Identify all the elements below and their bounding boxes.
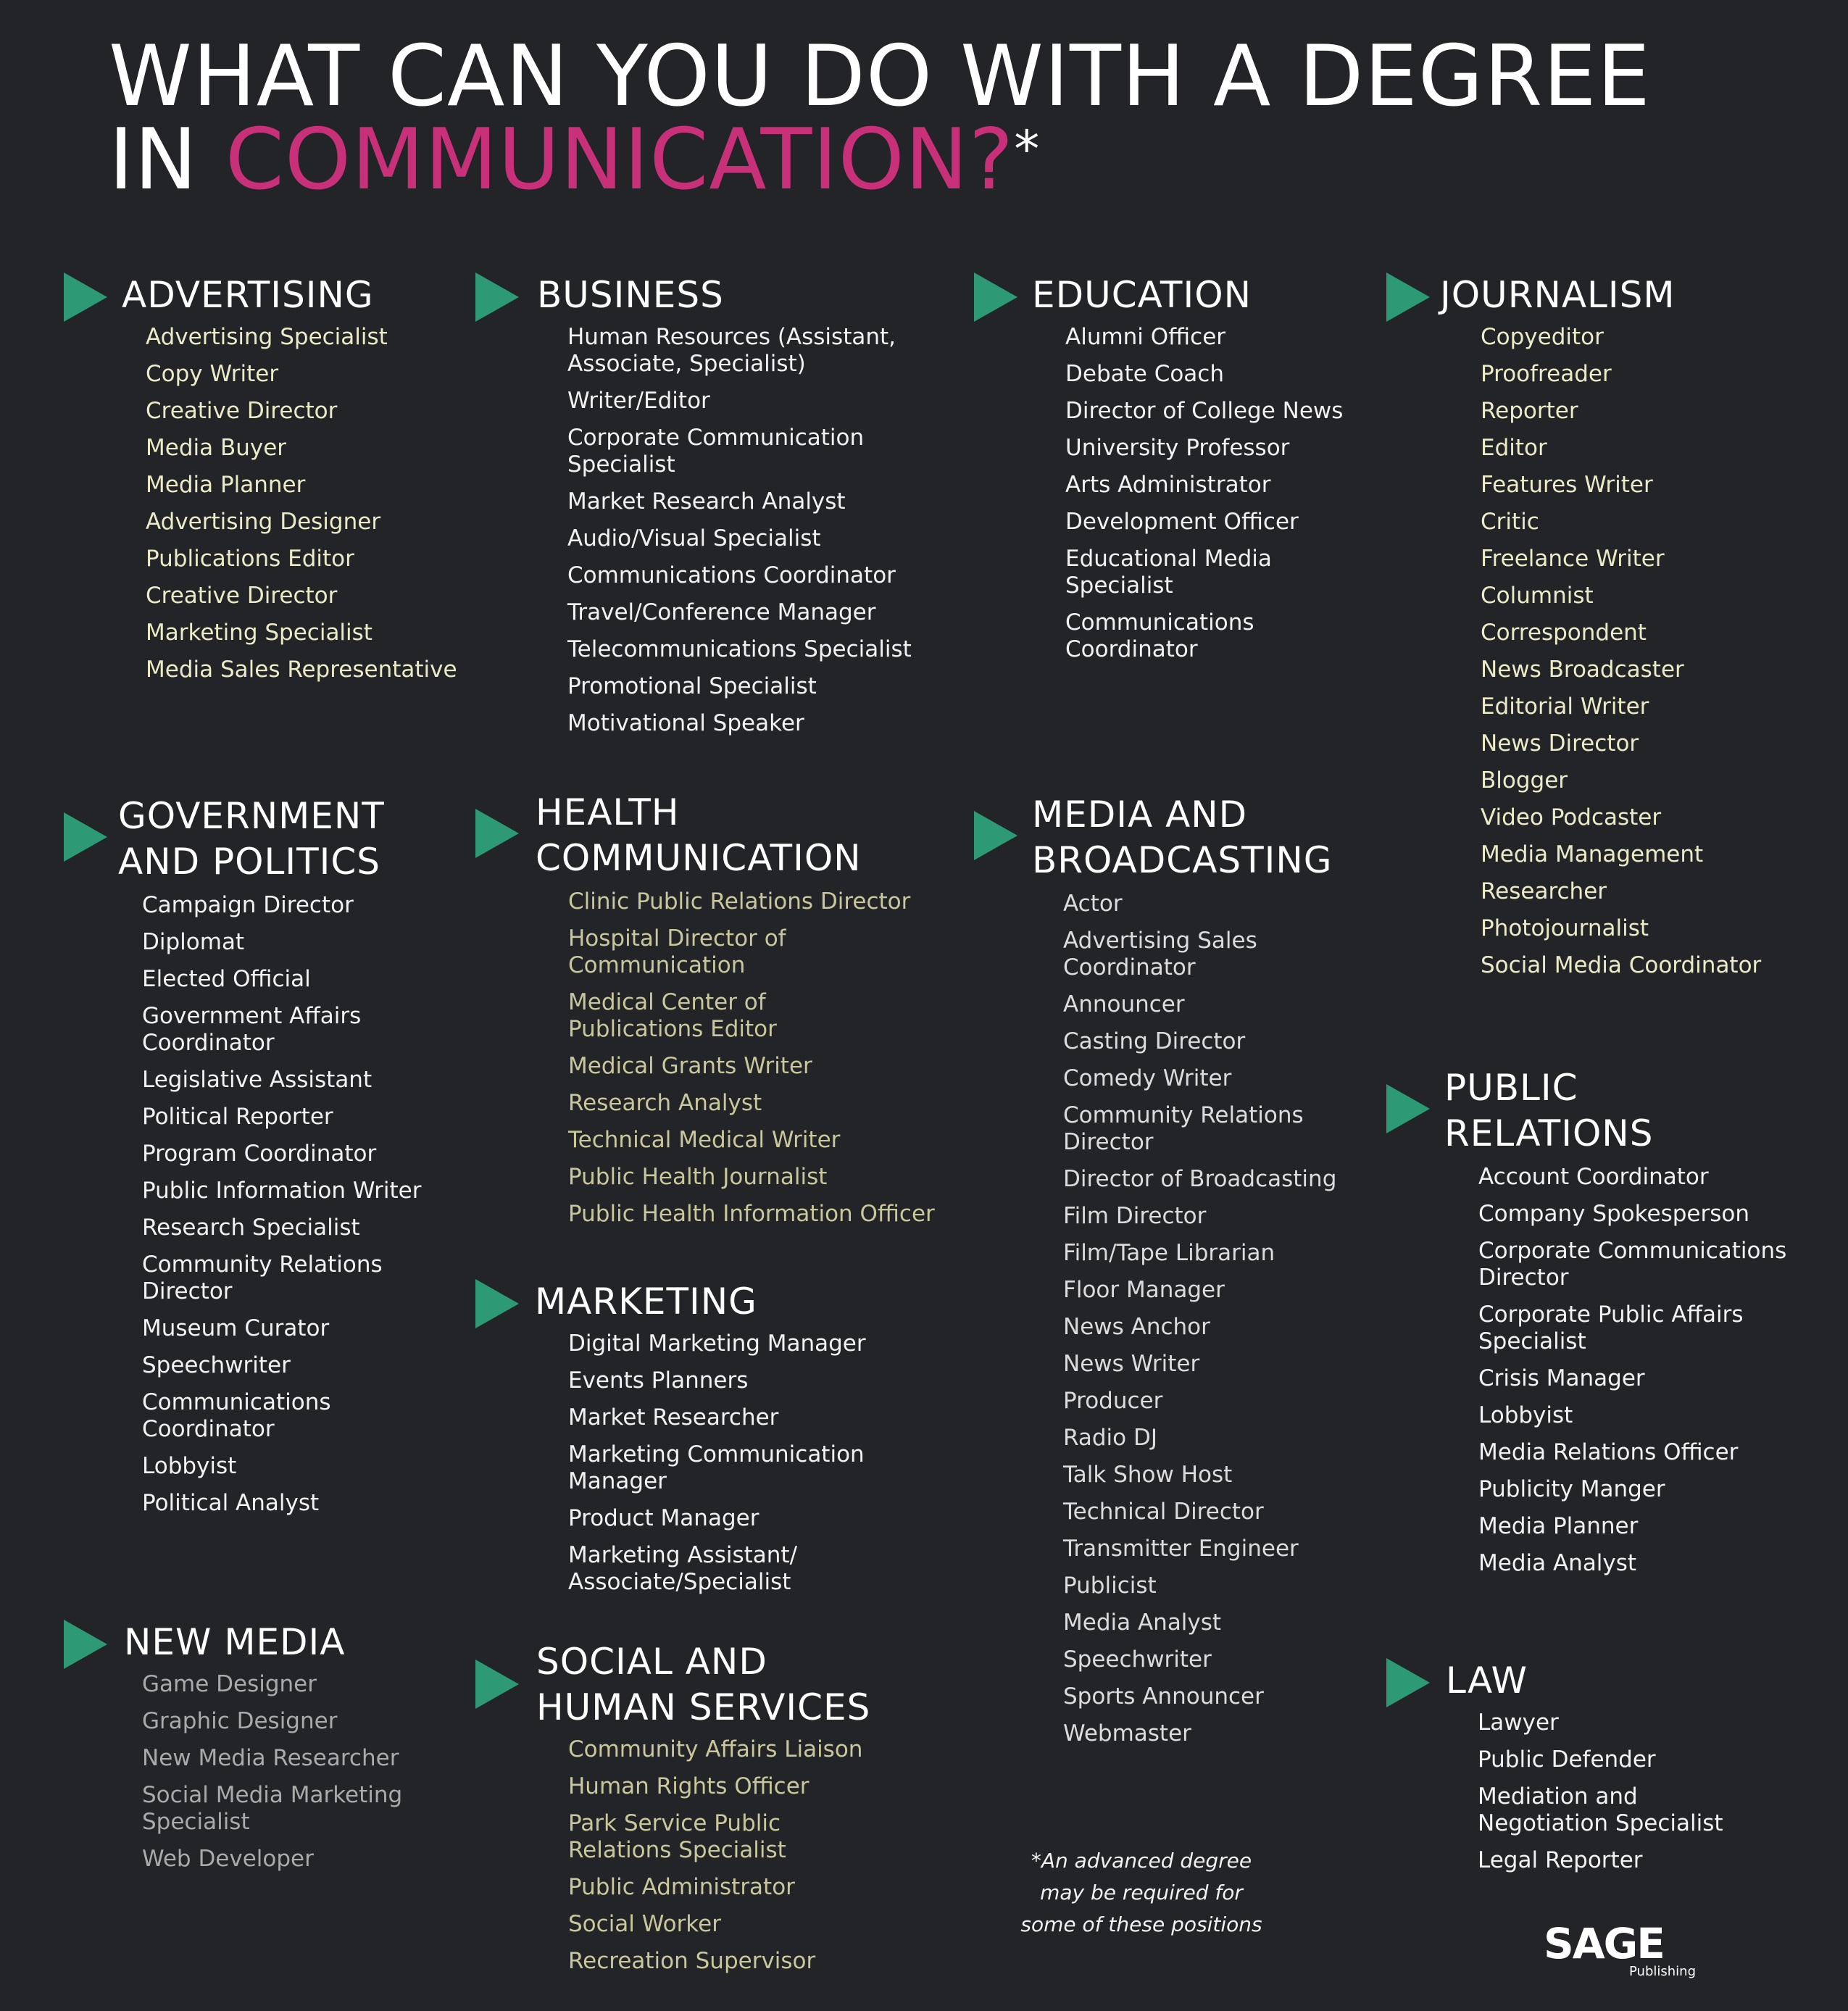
logo-subtitle: Publishing [1629, 1964, 1696, 1979]
job-title-item: Proofreader [1481, 361, 1612, 387]
job-title-item: Lobbyist [1478, 1402, 1573, 1428]
job-title-item: Arts Administrator [1065, 472, 1271, 498]
page-title [109, 28, 1651, 209]
section-education [974, 272, 1343, 673]
job-title-item: Public Information Writer [142, 1178, 422, 1204]
job-title-item: Actor [1063, 891, 1123, 917]
job-title-item: Development Officer [1065, 509, 1299, 535]
job-title-item: Museum Curator [142, 1315, 330, 1341]
job-title-item: Public Administrator [568, 1874, 795, 1900]
job-title-item: Public Health Journalist [568, 1164, 828, 1190]
job-title-item: Digital Marketing Manager [568, 1331, 866, 1357]
job-title-item: Political Analyst [142, 1490, 320, 1516]
job-title-item: Telecommunications Specialist [567, 636, 912, 662]
job-title-item: Mediation and Negotiation Specialist [1478, 1783, 1723, 1836]
job-title-item: Marketing Communication Manager [568, 1441, 865, 1494]
sage-logo [1544, 1920, 1703, 1986]
job-title-item: Community Affairs Liaison [568, 1736, 863, 1762]
job-title-item: Corporate Communication Specialist [567, 425, 865, 478]
section-journalism [1386, 272, 1761, 989]
job-list [1386, 1710, 1723, 1874]
job-title-item: Program Coordinator [142, 1141, 377, 1167]
job-title-item: Copy Writer [146, 361, 279, 387]
job-list [475, 1736, 870, 1975]
job-title-item: Media Buyer [146, 435, 287, 461]
job-title-item: Columnist [1481, 583, 1594, 609]
job-title-item: Freelance Writer [1481, 546, 1665, 572]
job-title-item: Features Writer [1481, 472, 1653, 498]
section-heading: HEALTH COMMUNICATION [536, 791, 862, 879]
triangle-bullet-icon [64, 812, 107, 862]
job-title-item: Advertising Designer [146, 509, 381, 535]
triangle-bullet-icon [1386, 1084, 1430, 1133]
title-line-1: WHAT CAN YOU DO WITH A DEGREE [109, 28, 1651, 125]
job-title-item: Creative Director [146, 398, 338, 424]
section-heading: ADVERTISING [122, 274, 374, 316]
job-title-item: Speechwriter [142, 1352, 291, 1378]
job-title-item: Research Analyst [568, 1090, 762, 1116]
job-title-item: New Media Researcher [142, 1745, 399, 1771]
job-title-item: Editor [1481, 435, 1547, 461]
job-title-item: Events Planners [568, 1367, 749, 1394]
job-title-item: Clinic Public Relations Director [568, 888, 911, 915]
footnote: *An advanced degree may be required for some of these positions [1020, 1849, 1262, 1936]
triangle-bullet-icon [475, 1279, 519, 1328]
job-title-item: Game Designer [142, 1671, 317, 1697]
job-list [64, 892, 422, 1517]
job-title-item: Corporate Communications Director [1478, 1238, 1787, 1291]
section-social-and-human-services [475, 1639, 870, 1985]
section-heading: MARKETING [535, 1281, 757, 1323]
job-title-item: Communications Coordinator [142, 1389, 331, 1442]
job-title-item: Campaign Director [142, 892, 354, 918]
triangle-bullet-icon [475, 809, 519, 858]
job-title-item: Government Affairs Coordinator [142, 1003, 362, 1056]
section-heading: LAW [1446, 1660, 1528, 1702]
job-title-item: Creative Director [146, 583, 338, 609]
title-asterisk: * [1014, 120, 1041, 179]
section-heading: MEDIA AND BROADCASTING [1032, 794, 1333, 881]
job-title-item: Audio/Visual Specialist [567, 525, 821, 551]
job-title-item: Graphic Designer [142, 1708, 338, 1734]
job-title-item: Educational Media Specialist [1065, 546, 1272, 599]
logo-wordmark: SAGE [1544, 1919, 1664, 1968]
job-title-item: Media Analyst [1063, 1610, 1222, 1636]
job-title-item: Publicity Manger [1478, 1476, 1665, 1502]
job-title-item: Comedy Writer [1063, 1065, 1232, 1091]
section-heading: PUBLIC RELATIONS [1444, 1067, 1654, 1154]
job-title-item: Webmaster [1063, 1720, 1191, 1746]
section-heading: GOVERNMENT AND POLITICS [118, 795, 385, 883]
section-new-media [64, 1620, 402, 1883]
job-title-item: Researcher [1481, 878, 1607, 904]
section-media-and-broadcasting [974, 792, 1336, 1757]
job-title-item: Research Specialist [142, 1215, 360, 1241]
job-title-item: Public Defender [1478, 1746, 1656, 1773]
job-title-item: Crisis Manager [1478, 1365, 1645, 1391]
job-title-item: Publicist [1063, 1573, 1157, 1599]
job-list [974, 324, 1343, 663]
job-title-item: Marketing Assistant/ Associate/Specialist [568, 1542, 798, 1595]
job-title-item: Technical Medical Writer [568, 1127, 841, 1153]
job-title-item: Copyeditor [1481, 324, 1604, 350]
job-title-item: Communications Coordinator [1065, 609, 1254, 662]
job-title-item: Sports Announcer [1063, 1683, 1264, 1710]
section-heading: JOURNALISM [1440, 274, 1676, 316]
job-title-item: Writer/Editor [567, 388, 710, 414]
job-title-item: Technical Director [1063, 1499, 1264, 1525]
job-title-item: News Director [1481, 730, 1639, 757]
job-title-item: Human Resources (Assistant, Associate, Specialist) [567, 324, 896, 377]
job-title-item: Director of Broadcasting [1063, 1166, 1337, 1192]
job-title-item: Account Coordinator [1478, 1164, 1709, 1190]
job-title-item: Corporate Public Affairs Specialist [1478, 1302, 1744, 1354]
triangle-bullet-icon [974, 811, 1017, 860]
job-title-item: Media Analyst [1478, 1550, 1637, 1576]
section-business [475, 272, 912, 747]
job-list [475, 1331, 866, 1596]
job-title-item: Motivational Speaker [567, 710, 804, 736]
job-title-item: Media Management [1481, 841, 1704, 867]
job-title-item: University Professor [1065, 435, 1290, 461]
job-list [475, 888, 935, 1228]
job-title-item: Social Worker [568, 1911, 721, 1937]
job-title-item: Public Health Information Officer [568, 1201, 935, 1227]
section-heading: SOCIAL AND HUMAN SERVICES [536, 1641, 871, 1728]
job-title-item: Promotional Specialist [567, 673, 817, 699]
job-title-item: Community Relations Director [142, 1252, 383, 1304]
job-title-item: Casting Director [1063, 1028, 1246, 1054]
section-advertising [64, 272, 457, 694]
job-title-item: Human Rights Officer [568, 1773, 809, 1799]
job-title-item: Floor Manager [1063, 1277, 1225, 1303]
title-line-2 [109, 111, 1651, 209]
job-title-item: Critic [1481, 509, 1539, 535]
job-title-item: Media Sales Representative [146, 657, 457, 683]
title-prefix: IN [109, 111, 225, 209]
job-title-item: Debate Coach [1065, 361, 1224, 387]
job-title-item: Market Research Analyst [567, 488, 846, 515]
job-title-item: Blogger [1481, 767, 1568, 794]
job-list [974, 891, 1336, 1747]
section-heading: BUSINESS [537, 274, 724, 316]
section-government-and-politics [64, 794, 422, 1527]
job-title-item: News Broadcaster [1481, 657, 1684, 683]
job-title-item: Diplomat [142, 929, 245, 955]
job-title-item: Speechwriter [1063, 1646, 1212, 1673]
job-title-item: Media Relations Officer [1478, 1439, 1739, 1465]
job-title-item: Medical Grants Writer [568, 1053, 812, 1079]
triangle-bullet-icon [974, 272, 1017, 322]
job-title-item: Political Reporter [142, 1104, 333, 1130]
job-title-item: Advertising Sales Coordinator [1063, 928, 1257, 980]
job-title-item: Radio DJ [1063, 1425, 1157, 1451]
triangle-bullet-icon [64, 1620, 107, 1669]
job-title-item: Film Director [1063, 1203, 1207, 1229]
job-list [1386, 324, 1761, 979]
job-title-item: Talk Show Host [1063, 1462, 1233, 1488]
triangle-bullet-icon [475, 272, 519, 322]
section-public-relations [1386, 1065, 1786, 1587]
job-title-item: Web Developer [142, 1846, 314, 1872]
job-title-item: Alumni Officer [1065, 324, 1226, 350]
job-title-item: Correspondent [1481, 620, 1647, 646]
job-title-item: Video Podcaster [1481, 804, 1662, 830]
job-title-item: Film/Tape Librarian [1063, 1240, 1275, 1266]
job-title-item: News Writer [1063, 1351, 1200, 1377]
triangle-bullet-icon [1386, 272, 1430, 322]
job-title-item: Photojournalist [1481, 915, 1649, 941]
job-title-item: Social Media Coordinator [1481, 952, 1762, 978]
section-law [1386, 1658, 1723, 1884]
job-title-item: Lobbyist [142, 1453, 237, 1479]
job-title-item: Travel/Conference Manager [567, 599, 876, 625]
job-title-item: Medical Center of Publications Editor [568, 989, 777, 1042]
section-heading: EDUCATION [1032, 274, 1252, 316]
job-title-item: News Anchor [1063, 1314, 1210, 1340]
job-title-item: Reporter [1481, 398, 1578, 424]
triangle-bullet-icon [1386, 1658, 1430, 1707]
job-title-item: Producer [1063, 1388, 1163, 1414]
job-title-item: Product Manager [568, 1505, 759, 1531]
section-heading: NEW MEDIA [124, 1621, 346, 1663]
job-title-item: Editorial Writer [1481, 694, 1649, 720]
job-list [64, 324, 457, 683]
job-list [64, 1671, 402, 1873]
job-title-item: Legislative Assistant [142, 1067, 372, 1093]
job-title-item: Elected Official [142, 966, 311, 992]
title-accent-word: COMMUNICATION? [225, 111, 1015, 209]
section-health-communication [475, 790, 935, 1238]
job-title-item: Director of College News [1065, 398, 1344, 424]
job-title-item: Announcer [1063, 991, 1185, 1017]
job-title-item: Community Relations Director [1063, 1102, 1304, 1155]
triangle-bullet-icon [64, 272, 107, 322]
job-list [1386, 1164, 1786, 1577]
section-marketing [475, 1279, 866, 1606]
job-title-item: Media Planner [146, 472, 306, 498]
triangle-bullet-icon [475, 1660, 519, 1709]
job-title-item: Transmitter Engineer [1063, 1536, 1299, 1562]
job-title-item: Hospital Director of Communication [568, 925, 786, 978]
job-title-item: Legal Reporter [1478, 1847, 1643, 1873]
job-title-item: Media Planner [1478, 1513, 1639, 1539]
job-list [475, 324, 912, 737]
job-title-item: Advertising Specialist [146, 324, 388, 350]
job-title-item: Market Researcher [568, 1404, 779, 1431]
job-title-item: Marketing Specialist [146, 620, 372, 646]
job-title-item: Lawyer [1478, 1710, 1559, 1736]
job-title-item: Social Media Marketing Specialist [142, 1782, 403, 1835]
job-title-item: Recreation Supervisor [568, 1948, 816, 1974]
job-title-item: Communications Coordinator [567, 562, 896, 588]
job-title-item: Publications Editor [146, 546, 354, 572]
job-title-item: Company Spokesperson [1478, 1201, 1749, 1227]
job-title-item: Park Service Public Relations Specialist [568, 1810, 786, 1863]
